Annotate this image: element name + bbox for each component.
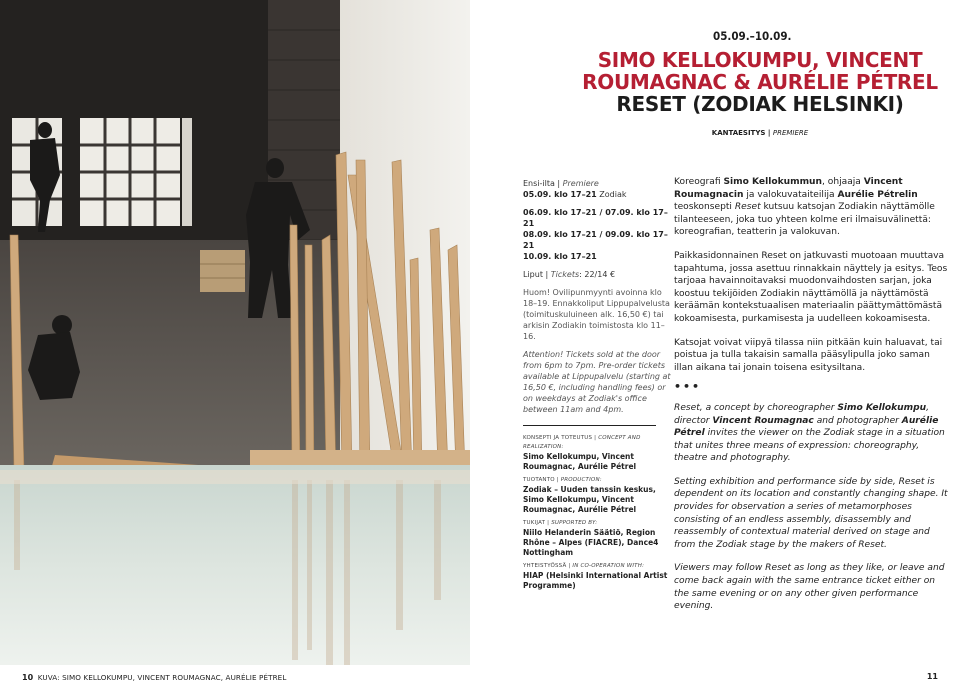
credit-value: Niilo Helanderin Säätiö, Region Rhône – Alpes (FIACRE), Dance4 Nottingham [523,528,659,557]
credit-label: TUOTANTO | PRODUCTION: [523,477,602,483]
paragraph-en-2: Setting exhibition and performance side by side, Reset is dependent on its location and constantly changing shape. It provides for observation a series of metamorphoses consisting of an endless assembly, disassembly and reassembly of contextual material derived on stage and from the Zodiak stage by the makers of Reset. [674,476,948,550]
premiere-row [523,189,673,200]
divider [523,425,656,426]
credit-label: KONSEPTI JA TOTEUTUS | CONCEPT AND REALIZATION: [523,435,641,450]
credit-value: Zodiak – Uuden tanssin keskus, Simo Kellokumpu, Vincent Roumagnac, Aurélie Pétrel [523,485,656,514]
event-title [560,49,960,115]
shows-row-2: 08.09. klo 17–21 / 09.09. klo 17–21 [523,230,668,250]
tickets-price: : 22/14 € [579,270,616,279]
section-separator: ••• [674,380,702,394]
left-page-footer [22,673,286,682]
tickets-row [523,269,673,280]
kind-en: PREMIERE [772,129,809,137]
paragraph-fi-2: Paikkasidonnainen Reset on jatkuvasti muotoaan muuttava tapahtuma, jossa asettuu rinnakkain näyttely ja esitys. Teos tarjoaa havainnoitavaksi muodonvaihdosten sarjan, joka koostuu tekijöiden Zodiakin näyttämöllä ja näyttämöstä keräämän kontekstuaalisen materiaalin päättymättömästä kokoamisesta, purkamisesta ja uudelleen kokoamisesta. [674,250,948,324]
photo-illustration [0,0,470,665]
stage-photo [0,0,470,665]
kind-fi: KANTAESITYS | [711,129,773,137]
description [674,176,949,624]
note-en: Attention! Tickets sold at the door from 6pm to 7pm. Pre-order tickets available at Lippupalvelu (starting at 16,50 €, including handling fees) or on weekdays at Zodiak's office between 11am and 4pm. [523,350,671,414]
shows-row-3: 10.09. klo 17–21 [523,252,597,261]
tickets-label: Liput | [523,270,551,279]
tickets-label-en: Tickets [550,270,580,279]
premiere-time: 05.09. klo 17–21 [523,190,597,199]
paragraph-fi-1: Koreografi Simo Kellokummun, ohjaaja Vincent Roumagnacin ja valokuvataiteilija Aurélie Pétrelin teoskonsepti Reset kutsuu katsojan Zodiakin näyttämölle tilanteeseen, joka tuo yhteen kolme eri ilmaisuvälinettä: koreografian, teatterin ja valokuvan. [674,177,935,238]
credit-value: Simo Kellokumpu, Vincent Roumagnac, Aurélie Pétrel [523,452,637,471]
title-line-1: SIMO KELLOKUMPU, VINCENT [597,48,923,72]
paragraph-fi-3: Katsojat voivat viipyä tilassa niin pitkään kuin haluavat, tai poistua ja tulla takaisin samalla pääsylipulla joko saman illan aikana tai jonain toisena esitysiltana. [674,337,943,373]
premiere-label: Ensi-ilta | [523,179,563,188]
event-kind [560,129,960,137]
event-dates: 05.09.–10.09. [713,29,792,43]
premiere-label-en: Premiere [562,179,599,188]
shows-row-1: 06.09. klo 17–21 / 07.09. klo 17–21 [523,208,668,228]
info-column [523,178,673,595]
premiere-venue: Zodiak [596,190,627,199]
photo-credit: KUVA: SIMO KELLOKUMPU, VINCENT ROUMAGNAC, AURÉLIE PÉTREL [37,673,287,682]
credit-label: YHTEISTYÖSSÄ | IN CO-OPERATION WITH: [523,563,645,569]
credits-list [523,434,673,591]
note-fi: Huom! Ovilipunmyynti avoinna klo 18–19. Ennakkoliput Lippupalvelusta (toimituskuluineen alk. 16,50 €) tai arkisin Zodiakin toimistosta klo 11–16. [523,288,670,341]
title-line-3: RESET (ZODIAK HELSINKI) [616,92,904,116]
premiere-label-row [523,178,673,189]
paragraph-en-3: Viewers may follow Reset as long as they like, or leave and come back again with the same entrance ticket either on the same evening or on any other given performance evening. [674,563,945,612]
credit-value: HIAP (Helsinki International Artist Programme) [523,571,668,590]
credit-label: TUKIJAT | SUPPORTED BY: [523,520,598,526]
left-page-number: 10 [22,673,34,682]
paragraph-en-1: Reset, a concept by choreographer Simo Kellokumpu, director Vincent Roumagnac and photographer Aurélie Pétrel invites the viewer on the Zodiak stage in a situation that unites three means of expression: choreography, theatre and photography. [674,402,945,464]
right-page-number: 11 [926,672,938,681]
title-line-2: ROUMAGNAC & AURÉLIE PÉTREL [582,70,938,94]
